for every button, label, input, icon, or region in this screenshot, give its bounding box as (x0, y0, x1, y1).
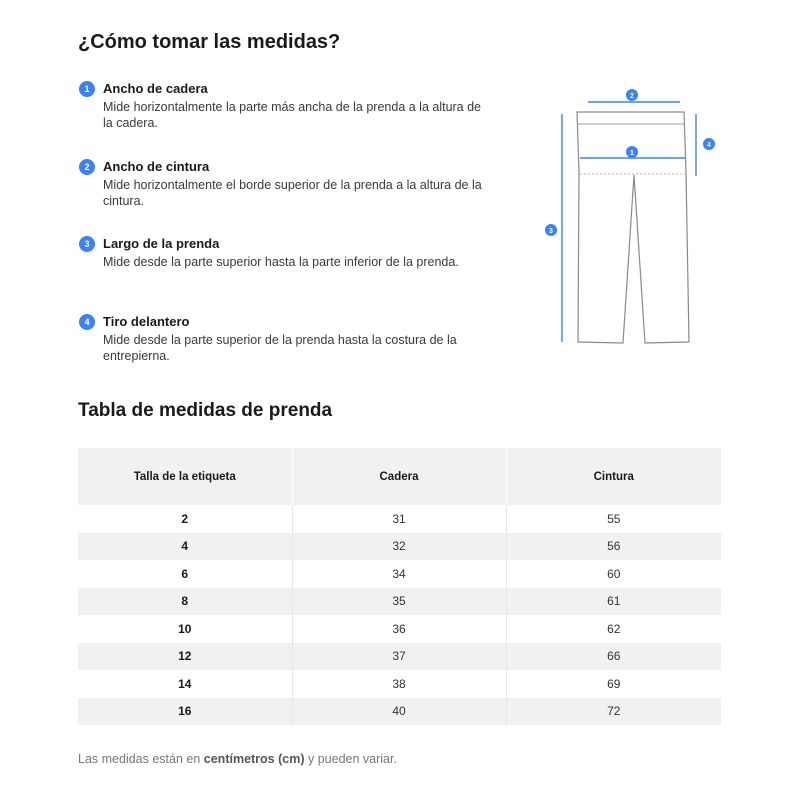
footnote-text-after: y pueden variar. (304, 752, 397, 766)
footnote-text-before: Las medidas están en (78, 752, 204, 766)
step-title: Tiro delantero (103, 313, 190, 329)
step-number-badge: 3 (79, 236, 95, 252)
size-cell: 10 (78, 615, 292, 643)
step-garment-length (79, 235, 489, 313)
step-front-rise (79, 313, 489, 391)
header-hip: Cadera (292, 448, 506, 505)
waist-cell: 66 (506, 643, 721, 671)
table-row (78, 698, 721, 726)
step-number-badge: 2 (79, 159, 95, 175)
table-row (78, 670, 721, 698)
step-title: Ancho de cadera (103, 81, 208, 96)
table-row (78, 588, 721, 616)
waist-cell: 55 (607, 511, 621, 526)
step-title: Largo de la prenda (103, 236, 220, 251)
step-hip-width (79, 80, 489, 158)
step-waist-width (79, 158, 489, 236)
table-row (78, 560, 721, 588)
page-title: ¿Cómo tomar las medidas? (78, 31, 341, 53)
hip-cell: 34 (292, 560, 506, 588)
size-cell: 4 (78, 533, 292, 561)
waist-cell: 56 (506, 533, 721, 561)
step-title: Ancho de cintura (103, 158, 210, 174)
hip-cell: 37 (292, 643, 506, 671)
waist-cell: 69 (607, 676, 621, 691)
step-number-badge: 1 (79, 81, 95, 97)
waist-cell: 72 (506, 698, 721, 726)
size-cell: 12 (78, 643, 292, 671)
hip-cell: 32 (292, 533, 506, 561)
table-title: Tabla de medidas de prenda (78, 400, 333, 421)
waist-cell: 60 (607, 566, 621, 581)
size-cell: 16 (78, 698, 292, 726)
table-row (78, 533, 721, 561)
step-description: Mide desde la parte superior de la prenda hasta la costura de la entrepierna. (103, 332, 457, 363)
measure-badge-waist-label: 1 (630, 150, 634, 157)
step-description: Mide desde la parte superior hasta la parte inferior de la prenda. (103, 255, 459, 269)
size-cell: 14 (78, 670, 292, 698)
footnote-units: centímetros (cm) (203, 752, 305, 766)
measurement-steps (79, 80, 489, 390)
waist-cell: 61 (506, 588, 721, 616)
step-number-badge: 4 (79, 314, 95, 330)
size-table (78, 448, 721, 725)
table-row (78, 615, 721, 643)
hip-cell: 38 (292, 670, 506, 698)
waist-cell: 62 (607, 621, 621, 636)
size-cell: 6 (78, 560, 292, 588)
header-waist: Cintura (506, 448, 721, 505)
table-row (78, 505, 721, 533)
step-description: Mide horizontalmente la parte más ancha de la prenda a la altura de la cadera. (103, 100, 482, 130)
table-row (78, 643, 721, 671)
measure-badge-left-label: 3 (549, 228, 553, 235)
pants-measurement-diagram (536, 80, 726, 360)
units-footnote (78, 752, 397, 766)
hip-cell: 35 (292, 588, 506, 616)
measure-badge-top-label: 2 (630, 93, 634, 100)
size-cell: 2 (78, 505, 292, 533)
size-cell: 8 (78, 588, 292, 616)
step-description: Mide horizontalmente el borde superior de la prenda a la altura de la cintura. (103, 177, 482, 208)
hip-cell: 31 (292, 505, 506, 533)
measure-badge-right-label: 4 (707, 142, 711, 149)
hip-cell: 36 (292, 615, 506, 643)
header-size: Talla de la etiqueta (78, 448, 292, 505)
table-header-row (78, 448, 721, 505)
hip-cell: 40 (292, 698, 506, 726)
